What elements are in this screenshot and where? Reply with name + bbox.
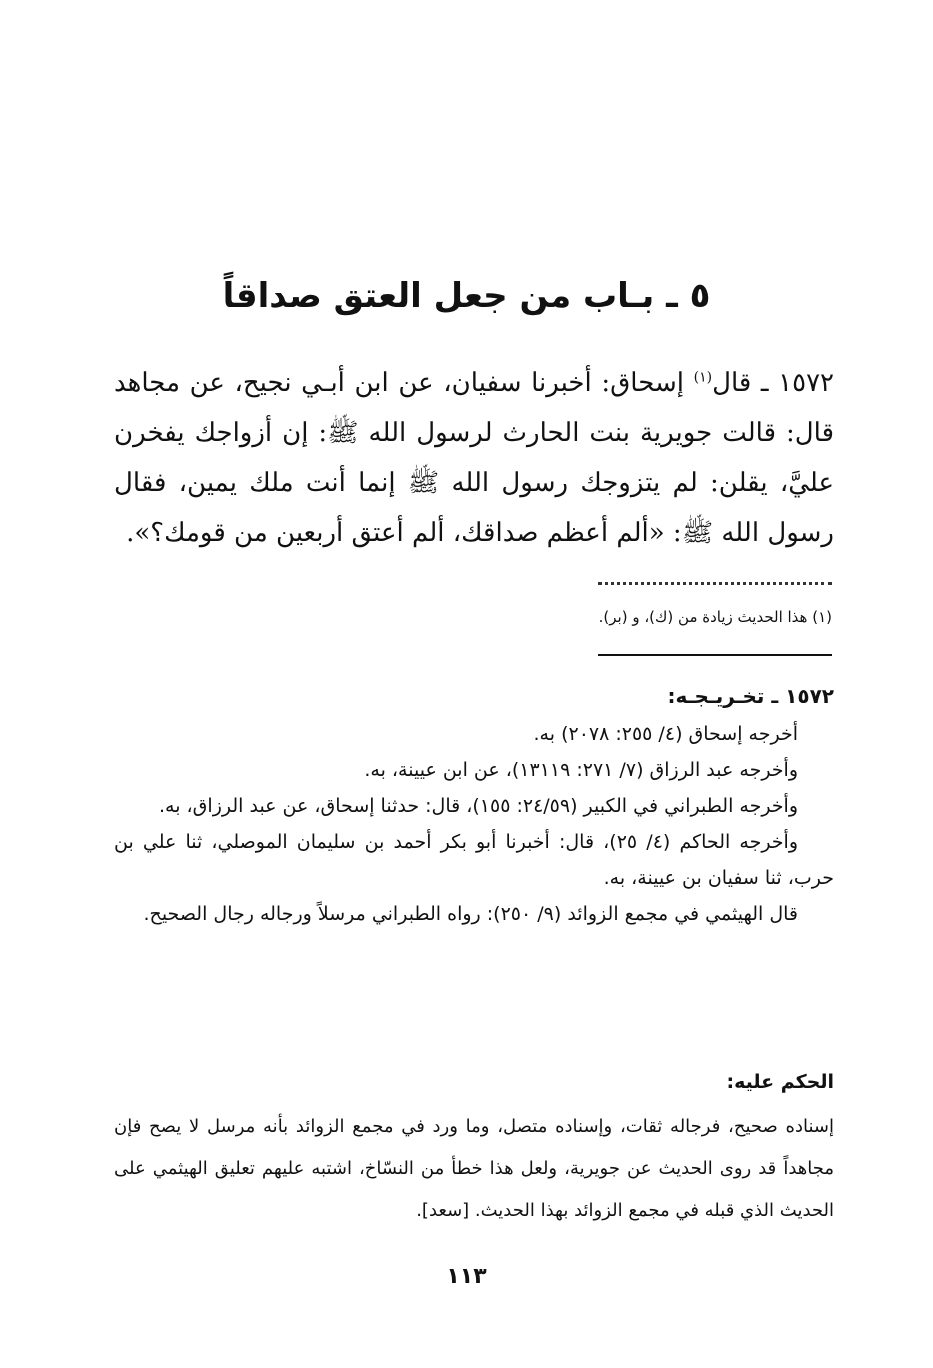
footnote: (١) هذا الحديث زيادة من (ك)، و (بر). — [598, 608, 832, 626]
takhrij-heading: ١٥٧٢ ـ تخـريـجـه: — [667, 684, 834, 708]
chapter-title: ٥ ـ بـاب من جعل العتق صداقاً — [222, 276, 711, 316]
takhrij-paragraph: وأخرجه الحاكم (٤/ ٢٥)، قال: أخبرنا أبو بكر أحمد بن سليمان الموصلي، ثنا علي بن حرب، ثنا سفيان بن عيينة، به. — [114, 831, 834, 889]
hukm-heading: الحكم عليه: — [726, 1071, 834, 1093]
hukm-text: إسناده صحيح، فرجاله ثقات، وإسناده متصل، وما ورد في مجمع الزوائد بأنه مرسل لا يصح فإن مجاهداً قد روى الحديث عن جويرية، ولعل هذا خطأ من النسّاخ، اشتبه عليهم تعليق الهيثمي على الحديث الذي قبله في مجمع الزوائد بهذا الحديث. [سعد]. — [114, 1116, 834, 1221]
section-divider — [598, 654, 832, 656]
takhrij-paragraph: وأخرجه الطبراني في الكبير (٢٤/٥٩: ١٥٥)، قال: حدثنا إسحاق، عن عبد الرزاق، به. — [159, 795, 798, 817]
page-number: ١١٣ — [446, 1264, 487, 1289]
takhrij-paragraph: أخرجه إسحاق (٤/ ٢٥٥: ٢٠٧٨) به. — [533, 723, 798, 745]
hukm-section — [114, 1106, 834, 1232]
footnote-reference: (١) — [693, 369, 713, 386]
takhrij-paragraph: وأخرجه عبد الرزاق (٧/ ٢٧١: ١٣١١٩)، عن ابن عيينة، به. — [364, 759, 798, 781]
footnote-separator — [598, 582, 832, 585]
hadith-text — [114, 358, 834, 558]
takhrij-paragraph: قال الهيثمي في مجمع الزوائد (٩/ ٢٥٠): رواه الطبراني مرسلاً ورجاله رجال الصحيح. — [143, 903, 798, 925]
hadith-number: ١٥٧٢ ـ قال — [712, 368, 834, 398]
hadith-body: إسحاق: أخبرنا سفيان، عن ابن أبـي نجيح، عن مجاهد قال: قالت جويرية بنت الحارث لرسول الله ﷺ: إن أزواجك يفخرن عليَّ، يقلن: لم يتزوجك رسول الله ﷺ إنما أنت ملك يمين، فقال رسول الله ﷺ: «ألم أعظم صداقك، ألم أعتق أربعين من قومك؟». — [114, 368, 834, 548]
takhrij-section — [114, 678, 834, 932]
